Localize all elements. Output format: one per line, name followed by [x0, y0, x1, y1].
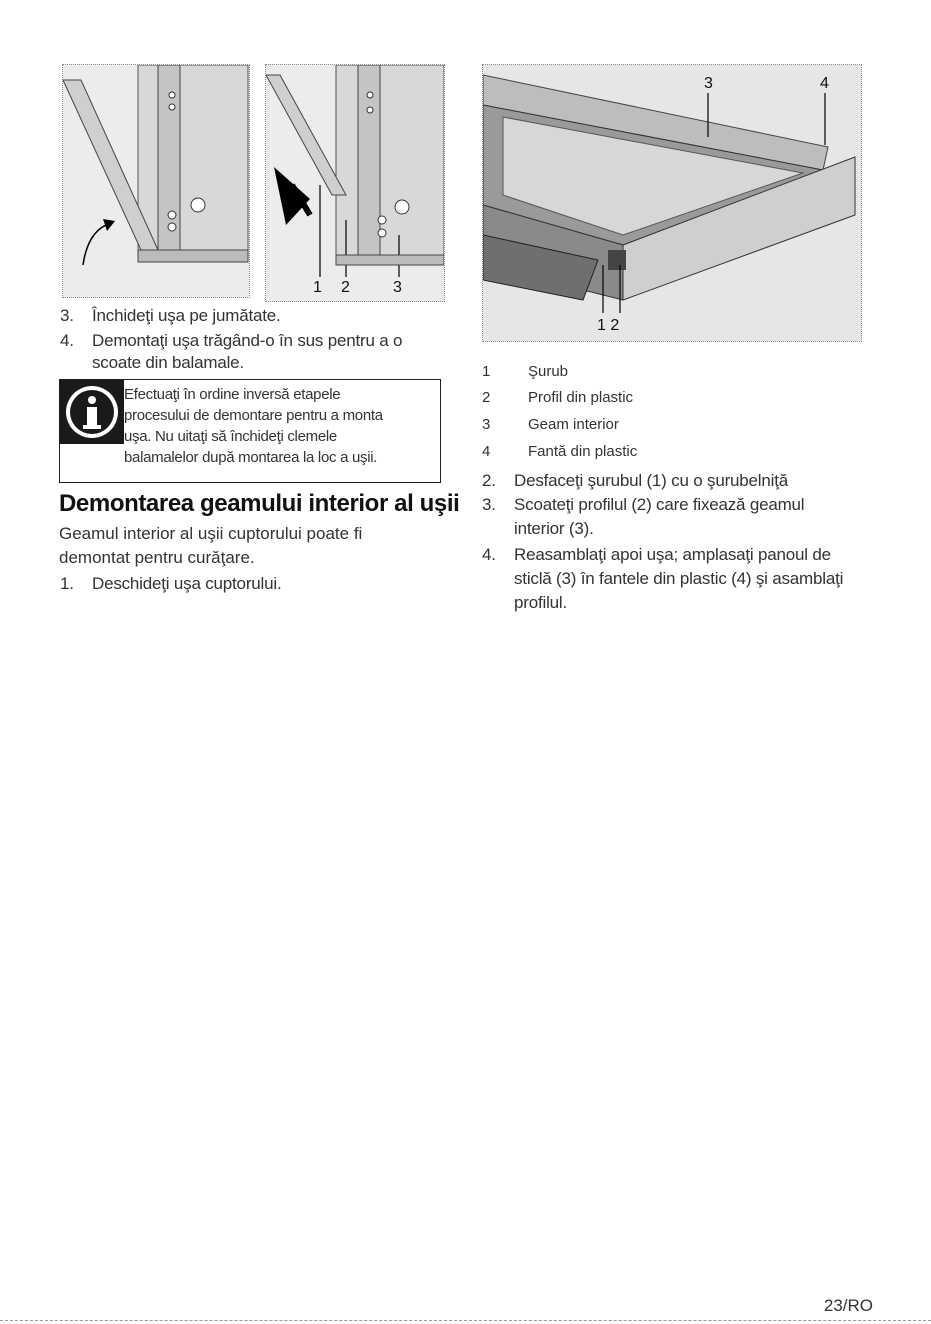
step-4-reassemble: 4. Reasamblaţi apoi uşa; amplasaţi panoul de sticlă (3) în fantele din plastic (4) şi asamblaţi profilul. — [482, 545, 844, 612]
step-3-close-door: 3. Închideţi uşa pe jumătate. — [60, 306, 281, 325]
hinge-close-illustration — [63, 65, 249, 297]
legend-item-1: 1 Şurub — [482, 363, 569, 380]
hinge-remove-illustration — [266, 65, 444, 301]
step-2-unscrew: 2. Desfaceţi şurubul (1) cu o şurubelniţă — [482, 471, 788, 490]
legend-item-2: 2 Profil din plastic — [482, 389, 634, 406]
figure-hinge-remove — [265, 64, 445, 302]
callout-2: 2 — [341, 279, 350, 296]
step-1-open-door: 1. Deschideţi uşa cuptorului. — [60, 574, 282, 593]
section-intro: Geamul interior al uşii cuptorului poate fi demontat pentru curăţare. — [59, 524, 363, 567]
callout-3-top: 3 — [704, 75, 713, 92]
figure-hinge-close — [62, 64, 250, 298]
info-icon — [60, 380, 124, 444]
page-number: 23/RO — [823, 1296, 873, 1315]
legend-item-3: 3 Geam interior — [482, 416, 619, 433]
section-heading: Demontarea geamului interior al uşii — [59, 490, 460, 517]
door-glass-illustration — [483, 65, 861, 341]
callout-4-top: 4 — [820, 75, 829, 92]
step-3-remove-profile: 3. Scoateţi profilul (2) care fixează geamul interior (3). — [482, 495, 805, 538]
callout-1-2-bottom: 1 2 — [597, 317, 620, 334]
callout-3: 3 — [393, 279, 402, 296]
info-note — [59, 379, 441, 483]
figure-door-glass — [482, 64, 862, 342]
step-4-remove-door: 4. Demontaţi uşa trăgând-o în sus pentru a o scoate din balamale. — [60, 331, 403, 372]
info-note-text: Efectuaţi în ordine inversă etapele procesului de demontare pentru a monta uşa. Nu uitaţi să închideţi clemele balamalelor după montarea la loc a uşii. — [124, 386, 383, 466]
legend-item-4: 4 Fantă din plastic — [482, 443, 638, 460]
callout-1: 1 — [313, 279, 322, 296]
footer-divider — [0, 1320, 931, 1321]
